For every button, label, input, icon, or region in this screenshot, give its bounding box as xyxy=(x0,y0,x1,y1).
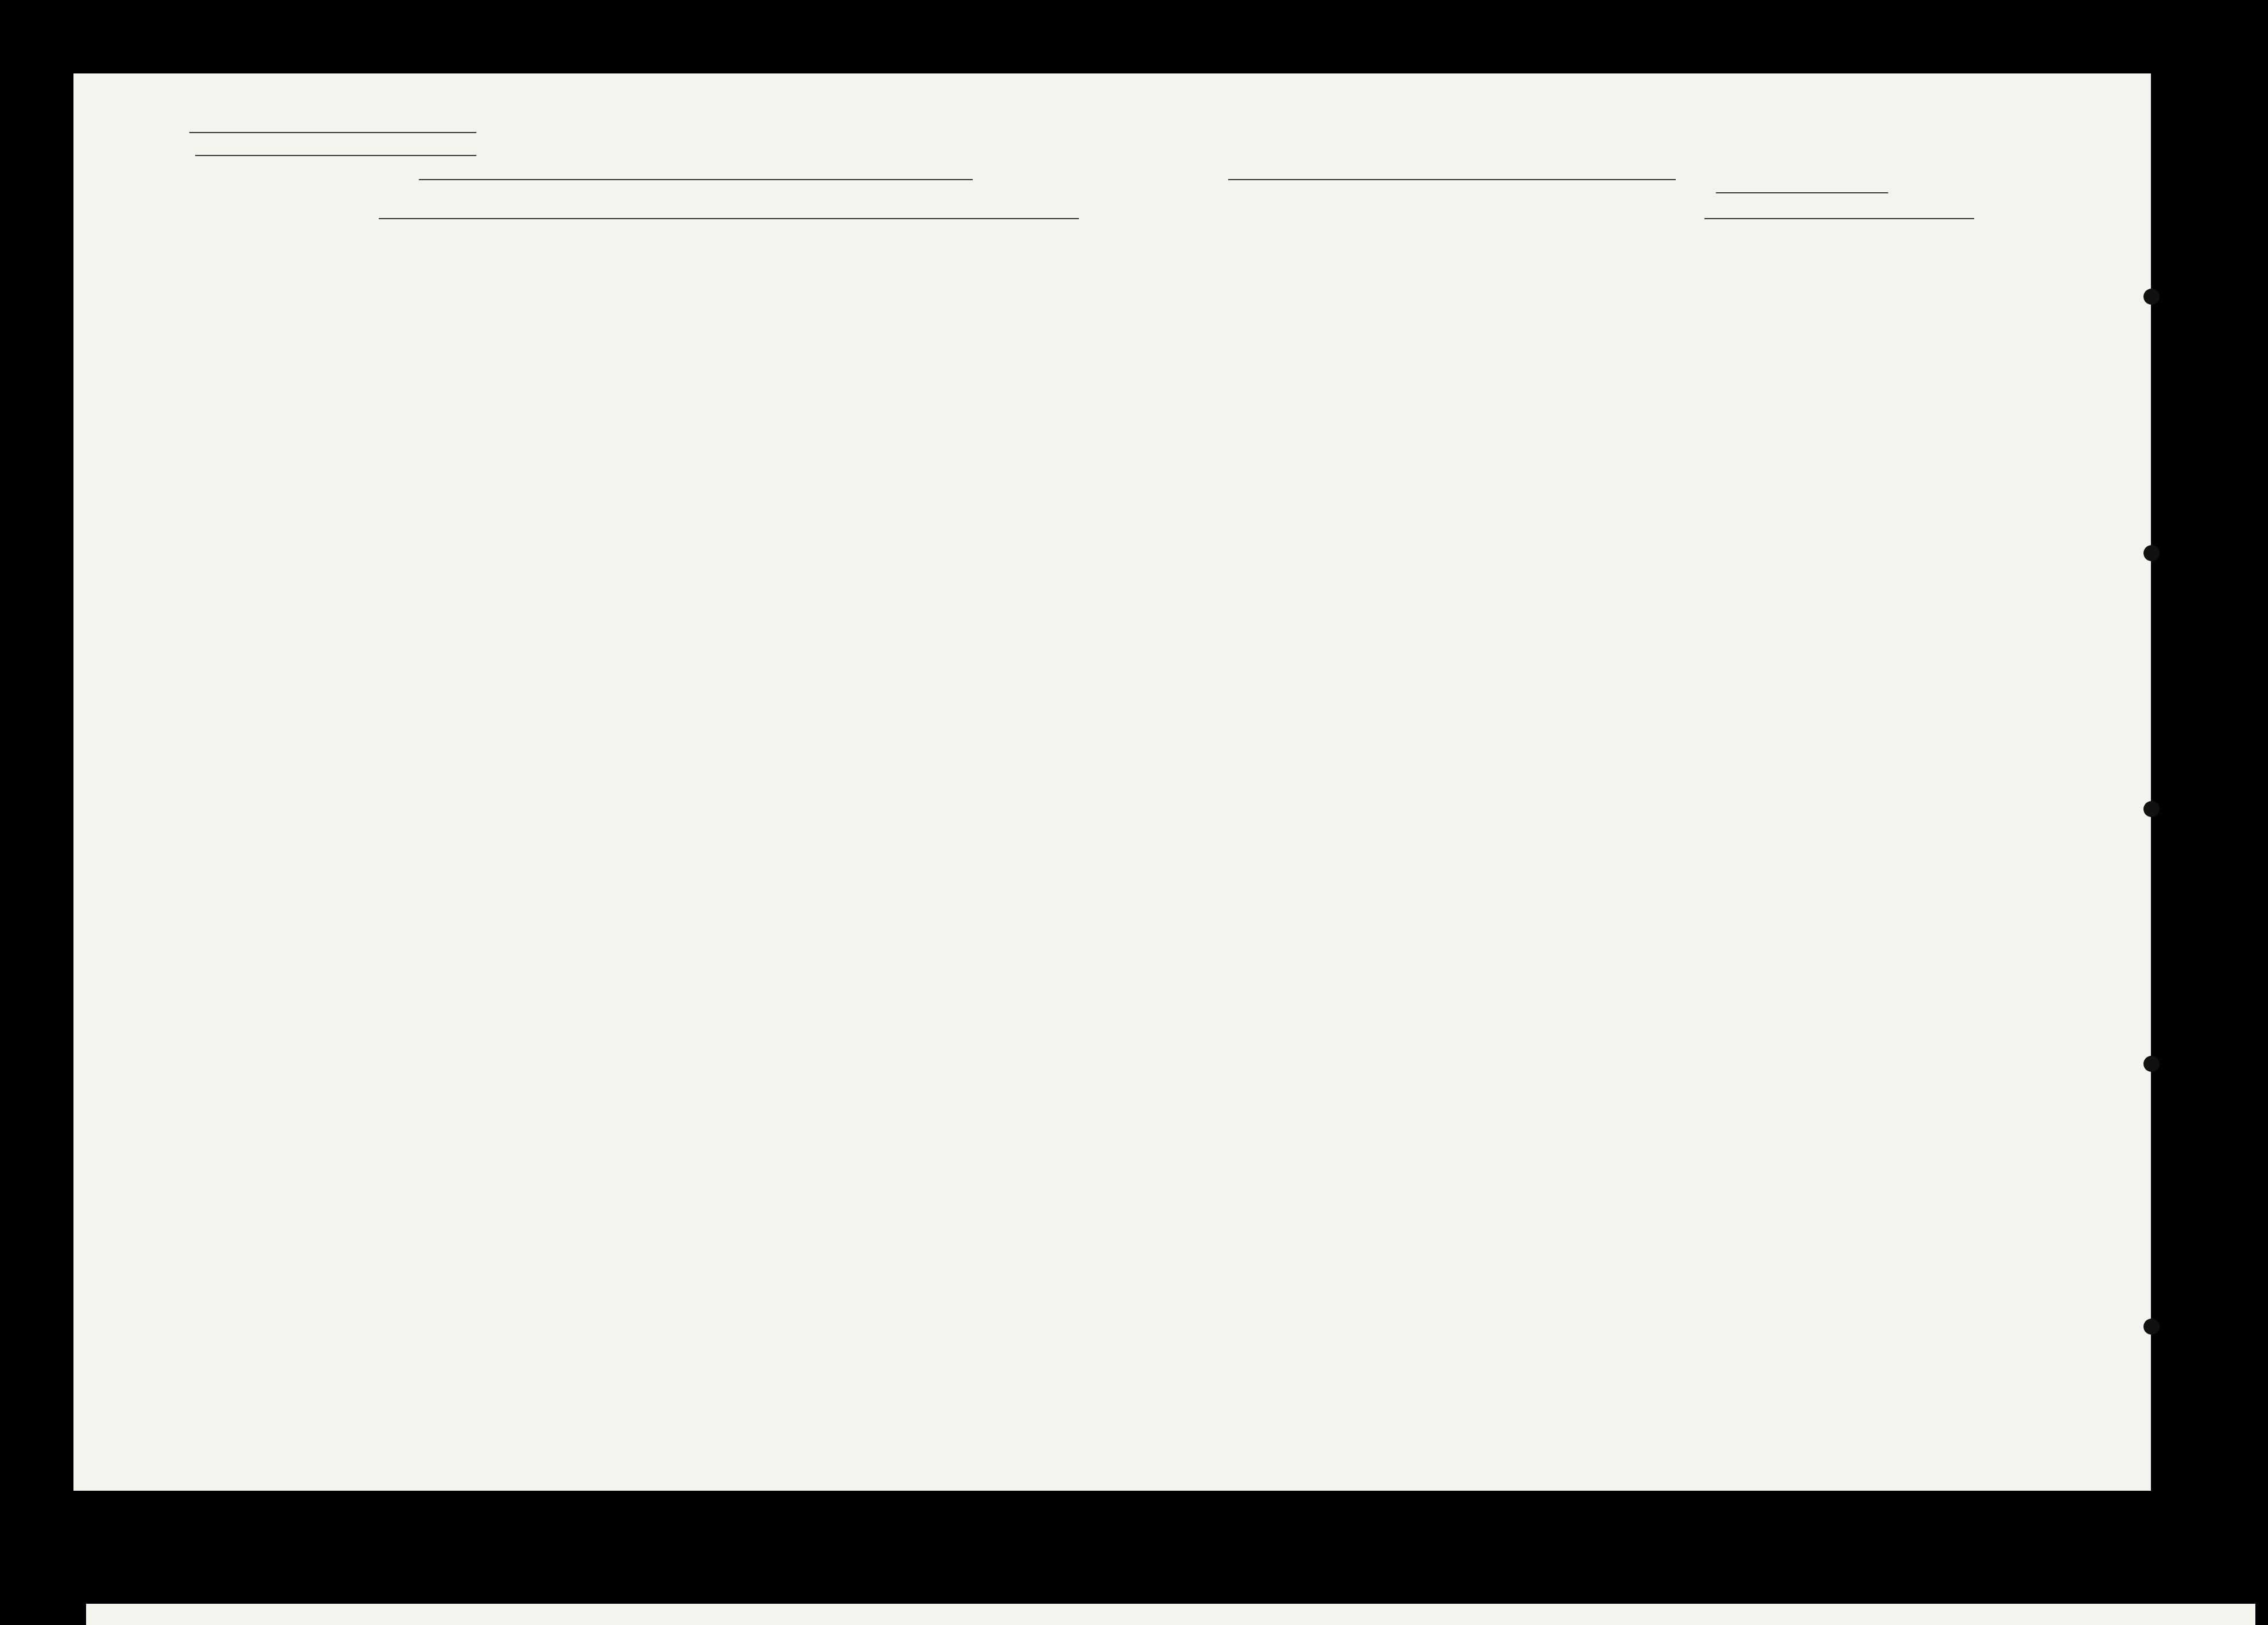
binder-hole xyxy=(2143,1056,2160,1072)
language-column-header xyxy=(1334,264,1443,321)
birth-father-header xyxy=(993,304,1131,327)
industry-column-header xyxy=(1584,264,1716,321)
trade-column-header xyxy=(1449,264,1578,321)
birth-mother-header xyxy=(1133,304,1260,327)
birth-person-header xyxy=(855,304,987,327)
binder-hole xyxy=(2143,1319,2160,1335)
binder-hole xyxy=(2143,289,2160,305)
binder-hole xyxy=(2143,801,2160,817)
relation-column-header xyxy=(554,270,654,327)
binder-hole xyxy=(2143,545,2160,561)
name-column-header xyxy=(296,251,548,332)
